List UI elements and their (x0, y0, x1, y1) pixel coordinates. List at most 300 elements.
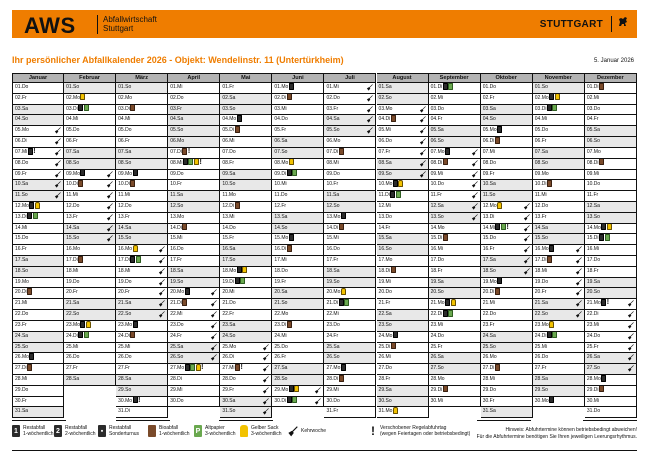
day-label: 23.Do (326, 321, 340, 328)
verschoben-icon: ! (606, 299, 610, 307)
day-cell (220, 115, 272, 126)
day-label: 20.Do (378, 289, 392, 296)
day-cell (220, 386, 272, 397)
day-cell (324, 288, 376, 299)
day-cell (429, 126, 481, 137)
day-cell (272, 115, 324, 126)
biomuell-icon (130, 105, 135, 112)
day-label: 06.Mi (222, 138, 235, 145)
day-cell (533, 83, 585, 94)
stuttgart-horse-icon (617, 16, 629, 31)
day-cell (272, 234, 324, 245)
day-cell (324, 191, 376, 202)
day-cell (324, 180, 376, 191)
kehrwoche-icon (575, 279, 582, 286)
day-cell (220, 170, 272, 181)
day-label: 24.Sa (482, 332, 496, 339)
kehrwoche-icon (262, 398, 269, 405)
day-label: 24.Mo (378, 332, 393, 339)
day-cell (324, 386, 376, 397)
restabfall-icon (547, 332, 552, 339)
day-cell (585, 148, 637, 159)
day-label: 09.Fr (482, 170, 495, 177)
day-label: 18.Do (274, 267, 288, 274)
day-cell (220, 213, 272, 224)
restabfall-icon (183, 159, 188, 166)
day-cell (272, 397, 324, 408)
day-label: 03.Di (534, 105, 547, 112)
day-cell (220, 343, 272, 354)
day-cell (220, 224, 272, 235)
day-cell (116, 299, 168, 310)
day-cell (533, 213, 585, 224)
day-label: 23.Mo (534, 321, 549, 328)
day-cell (12, 267, 64, 278)
day-cell (377, 202, 429, 213)
day-label: 04.So (15, 116, 29, 123)
biomuell-icon (547, 180, 552, 187)
day-label: 05.Mi (378, 127, 391, 134)
day-label: 27.Di (15, 365, 27, 372)
day-cell (585, 137, 637, 148)
day-label: 29.Mi (326, 386, 339, 393)
day-label: 29.Do (15, 386, 29, 393)
day-cell (585, 310, 637, 321)
day-cell (168, 278, 220, 289)
month-column (481, 73, 533, 419)
day-label: 17.Mo (378, 257, 393, 263)
day-cell (272, 105, 324, 116)
day-label: 09.Mo (66, 170, 80, 177)
restabfall-icon (497, 278, 502, 285)
day-label: 12.Fr (274, 202, 287, 209)
day-cell (116, 202, 168, 213)
day-label: 26.Mi (378, 354, 391, 361)
day-cell (533, 191, 585, 202)
day-label: 17.Fr (170, 257, 182, 263)
day-cell (585, 170, 637, 181)
day-label: 14.Mi (482, 224, 495, 231)
day-label: 10.Do (430, 181, 444, 188)
day-cell (324, 245, 376, 256)
day-label: 05.So (326, 127, 340, 134)
day-label: 23.Fr (482, 321, 495, 328)
day-cell (324, 353, 376, 364)
day-cell (220, 234, 272, 245)
day-cell (12, 278, 64, 289)
day-label: 27.Fr (118, 365, 130, 372)
day-label: 20.Fr (118, 289, 130, 296)
day-label: 28.Mi (15, 375, 28, 382)
gelber-sack-icon (86, 321, 91, 328)
day-cell (272, 202, 324, 213)
day-label: 22.Do (15, 311, 29, 318)
altpapier-icon (605, 234, 610, 241)
day-cell (377, 288, 429, 299)
day-cell (168, 105, 220, 116)
altpapier-icon (344, 299, 349, 306)
day-label: 29.So (534, 386, 548, 393)
month-header: Januar (12, 73, 64, 83)
kehrwoche-icon (575, 300, 582, 307)
day-cell (533, 224, 585, 235)
day-label: 30.Fr (15, 397, 27, 404)
day-cell (533, 234, 585, 245)
day-label: 09.Sa (222, 170, 236, 177)
restabfall-icon (393, 180, 398, 187)
day-cell (12, 180, 64, 191)
day-cell (12, 310, 64, 321)
day-label: 10.Di (66, 181, 78, 188)
divider (116, 420, 170, 421)
day-label: 16.Fr (482, 246, 495, 253)
biomuell-icon (130, 332, 135, 339)
day-cell (64, 299, 116, 310)
day-cell (533, 159, 585, 170)
month-column (533, 73, 585, 419)
day-cell (12, 191, 64, 202)
day-label: 24.Sa (15, 332, 29, 339)
day-label: 31.Fr (326, 408, 339, 415)
day-label: 08.Mo (274, 159, 289, 166)
day-cell (533, 170, 585, 181)
day-label: 15.Fr (222, 235, 234, 242)
altpapier-icon (240, 278, 245, 285)
month-column (220, 73, 272, 419)
day-label: 15.Sa (378, 235, 392, 242)
day-label: 08.Fr (222, 159, 234, 166)
day-cell (377, 170, 429, 181)
day-label: 12.So (170, 202, 184, 209)
day-label: 11.So (482, 192, 496, 199)
day-label: 22.Mi (326, 311, 339, 318)
day-cell (481, 397, 533, 408)
day-label: 12.Do (118, 202, 132, 209)
day-label: 04.Do (274, 116, 288, 123)
day-label: 08.Di (586, 159, 599, 166)
day-cell (168, 224, 220, 235)
day-cell (272, 386, 324, 397)
day-label: 13.Fr (66, 213, 78, 220)
day-label: 10.Mo (378, 181, 393, 188)
gelber-sack-icon (393, 407, 398, 414)
day-cell (481, 310, 533, 321)
kehrwoche-icon (262, 354, 269, 361)
day-label: 19.Fr (274, 278, 287, 285)
day-cell (481, 353, 533, 364)
day-cell (168, 288, 220, 299)
day-label: 07.Mi (15, 148, 28, 155)
day-label: 19.Mo (15, 278, 29, 285)
biomuell-icon (235, 202, 240, 209)
gelber-sack-icon (398, 180, 403, 187)
day-label: 04.Mi (534, 116, 548, 123)
day-label: 27.Mo (170, 365, 185, 372)
day-label: 30.Do (326, 397, 340, 404)
kehrwoche-icon (627, 365, 634, 372)
day-cell (116, 126, 168, 137)
day-label: 30.Mo (118, 397, 133, 404)
biomuell-icon (495, 137, 500, 144)
day-cell (272, 224, 324, 235)
day-cell (377, 267, 429, 278)
month-header: März (116, 73, 168, 83)
day-cell (272, 256, 324, 267)
day-label: 13.Di (482, 213, 495, 220)
day-label: 04.Mi (118, 116, 131, 123)
day-cell (377, 353, 429, 364)
day-cell (116, 278, 168, 289)
day-label: 14.Di (326, 224, 339, 231)
biomuell-icon (547, 256, 552, 263)
day-cell (377, 115, 429, 126)
day-cell (429, 288, 481, 299)
day-cell (377, 105, 429, 116)
day-cell (481, 137, 533, 148)
day-cell (64, 321, 116, 332)
kehrwoche-icon (419, 138, 426, 145)
day-cell (533, 288, 585, 299)
day-cell (481, 170, 533, 181)
day-cell (429, 83, 481, 94)
day-cell (272, 83, 324, 94)
day-label: 11.Fr (430, 192, 442, 199)
day-label: 11.Mi (118, 192, 131, 199)
day-label: 18.Mi (534, 267, 548, 274)
day-label: 05.Mo (482, 127, 497, 134)
day-label: 09.Di (274, 170, 287, 177)
month-header: August (377, 73, 429, 83)
day-label: 30.Mo (534, 397, 549, 404)
day-cell (429, 321, 481, 332)
biomuell-icon (78, 256, 83, 263)
altpapier-icon (136, 256, 141, 263)
stuttgart-logo: STUTTGART (539, 19, 603, 30)
day-label: 20.So (430, 289, 444, 296)
biomuell-icon (391, 115, 396, 122)
day-cell (585, 83, 637, 94)
day-cell (429, 332, 481, 343)
day-cell (429, 224, 481, 235)
verschoben-icon: ! (33, 148, 36, 156)
day-cell (116, 343, 168, 354)
day-label: 18.Mo (222, 267, 237, 274)
day-cell (116, 353, 168, 364)
day-label: 23.Do (170, 321, 184, 328)
day-label: 12.Sa (586, 202, 600, 209)
day-label: 28.Di (170, 375, 182, 382)
day-label: 29.Mi (170, 386, 183, 393)
day-cell (429, 191, 481, 202)
day-label: 23.Di (274, 321, 287, 328)
day-cell (377, 126, 429, 137)
day-label: 13.Sa (274, 213, 288, 220)
day-label: 15.Di (430, 235, 443, 242)
day-cell (116, 180, 168, 191)
day-label: 07.Do (222, 148, 236, 155)
day-label: 06.So (430, 138, 444, 145)
day-label: 03.So (222, 105, 236, 112)
day-label: 02.Fr (15, 94, 27, 101)
day-cell (168, 234, 220, 245)
day-label: 14.Sa (534, 224, 548, 231)
day-cell (272, 375, 324, 386)
day-cell (377, 299, 429, 310)
day-label: 01.Mo (274, 84, 289, 90)
day-cell (168, 159, 220, 170)
day-label: 13.So (586, 213, 600, 220)
day-label: 17.Di (118, 257, 130, 263)
kehrwoche-icon (106, 181, 113, 188)
day-cell (168, 310, 220, 321)
day-cell (324, 202, 376, 213)
day-label: 26.So (326, 354, 340, 361)
altpapier-icon (501, 223, 509, 231)
biomuell-icon (235, 126, 240, 133)
day-cell (272, 213, 324, 224)
day-label: 05.Sa (430, 127, 444, 134)
day-label: 25.Sa (170, 343, 184, 350)
kehrwoche-icon (210, 333, 217, 340)
day-label: 16.Fr (15, 246, 27, 253)
day-cell (272, 353, 324, 364)
day-label: 20.Mo (326, 289, 341, 296)
biomuell-icon (148, 425, 156, 437)
day-cell (585, 343, 637, 354)
day-label: 13.So (430, 213, 444, 220)
day-label: 24.Di (66, 332, 78, 339)
day-label: 25.Di (378, 343, 391, 350)
day-label: 05.Do (118, 127, 132, 134)
day-label: 19.Mo (482, 278, 497, 285)
day-label: 25.So (482, 343, 496, 350)
day-cell (533, 256, 585, 267)
kehrwoche-icon (419, 160, 426, 167)
day-label: 26.Mo (15, 354, 29, 361)
bottom-divider (12, 450, 637, 451)
day-label: 02.Di (274, 94, 287, 101)
day-cell (585, 353, 637, 364)
day-cell (585, 299, 637, 310)
kehrwoche-icon (627, 354, 634, 361)
kehrwoche-icon (262, 344, 269, 351)
altpapier-icon (292, 170, 297, 177)
day-cell (377, 234, 429, 245)
day-cell (220, 397, 272, 408)
day-cell (324, 407, 376, 418)
restabfall-icon (289, 386, 294, 393)
divider (477, 420, 531, 421)
day-cell (324, 299, 376, 310)
kehrwoche-icon (314, 387, 321, 394)
day-cell (533, 332, 585, 343)
day-cell (64, 288, 116, 299)
biomuell-icon (339, 148, 344, 155)
day-cell (168, 343, 220, 354)
day-cell (168, 94, 220, 105)
kehrwoche-icon (575, 289, 582, 296)
day-cell (116, 256, 168, 267)
day-label: 10.Sa (482, 181, 496, 188)
kehrwoche-icon (54, 127, 61, 134)
day-label: 12.Do (534, 202, 549, 209)
day-cell (168, 386, 220, 397)
day-label: 22.Mi (170, 311, 183, 318)
day-cell (324, 278, 376, 289)
day-cell (64, 343, 116, 354)
day-cell (533, 105, 585, 116)
day-cell (324, 310, 376, 321)
day-label: 26.Do (66, 354, 80, 361)
logo-subtitle-line2: Stuttgart (103, 24, 134, 33)
day-cell (585, 126, 637, 137)
day-cell (324, 364, 376, 375)
day-cell (272, 332, 324, 343)
kehrwoche-icon (419, 106, 426, 113)
kehrwoche-icon (210, 354, 217, 361)
day-label: 16.Mi (586, 246, 600, 253)
divider (583, 420, 637, 421)
day-cell (377, 278, 429, 289)
day-label: 11.Mo (222, 192, 236, 199)
day-label: 21.Mi (482, 300, 495, 307)
restabfall-icon (443, 83, 448, 90)
month-header: Mai (220, 73, 272, 83)
altpapier-icon (448, 83, 453, 90)
kehrwoche-icon (627, 344, 634, 351)
kehrwoche-icon (158, 268, 165, 275)
day-label: 21.Sa (534, 300, 548, 307)
day-cell (272, 159, 324, 170)
day-label: 03.Sa (15, 105, 29, 112)
day-label: 19.Sa (586, 278, 600, 285)
day-label: 17.Do (430, 257, 444, 263)
day-label: 03.Di (118, 105, 130, 112)
day-cell (533, 126, 585, 137)
day-label: 01.Do (15, 84, 29, 90)
day-cell (168, 126, 220, 137)
kehrwoche-icon (471, 149, 478, 156)
day-label: 11.Sa (326, 192, 340, 199)
day-label: 22.Di (586, 311, 599, 318)
day-label: 21.Sa (118, 300, 132, 307)
day-cell (12, 234, 64, 245)
day-cell (481, 321, 533, 332)
day-label: 08.Mi (326, 159, 339, 166)
day-label: 22.Mo (274, 311, 289, 318)
day-label: 15.Do (482, 235, 497, 242)
month-header: November (533, 73, 585, 83)
kehrwoche-icon (54, 160, 61, 167)
day-cell (324, 105, 376, 116)
day-label: 25.Mi (118, 343, 131, 350)
day-cell (272, 126, 324, 137)
day-cell (168, 245, 220, 256)
kehrwoche-icon (366, 116, 373, 123)
restabfall-icon (130, 256, 135, 263)
day-label: 13.Di (15, 213, 27, 220)
day-label: 27.So (430, 365, 444, 372)
day-cell (324, 256, 376, 267)
day-label: 12.Sa (430, 202, 444, 209)
day-cell (272, 137, 324, 148)
kehrwoche-icon (54, 171, 61, 178)
day-label: 29.So (118, 386, 132, 393)
day-label: 11.Fr (586, 192, 599, 199)
day-cell (324, 148, 376, 159)
day-cell (429, 299, 481, 310)
kehrwoche-icon (262, 365, 269, 372)
